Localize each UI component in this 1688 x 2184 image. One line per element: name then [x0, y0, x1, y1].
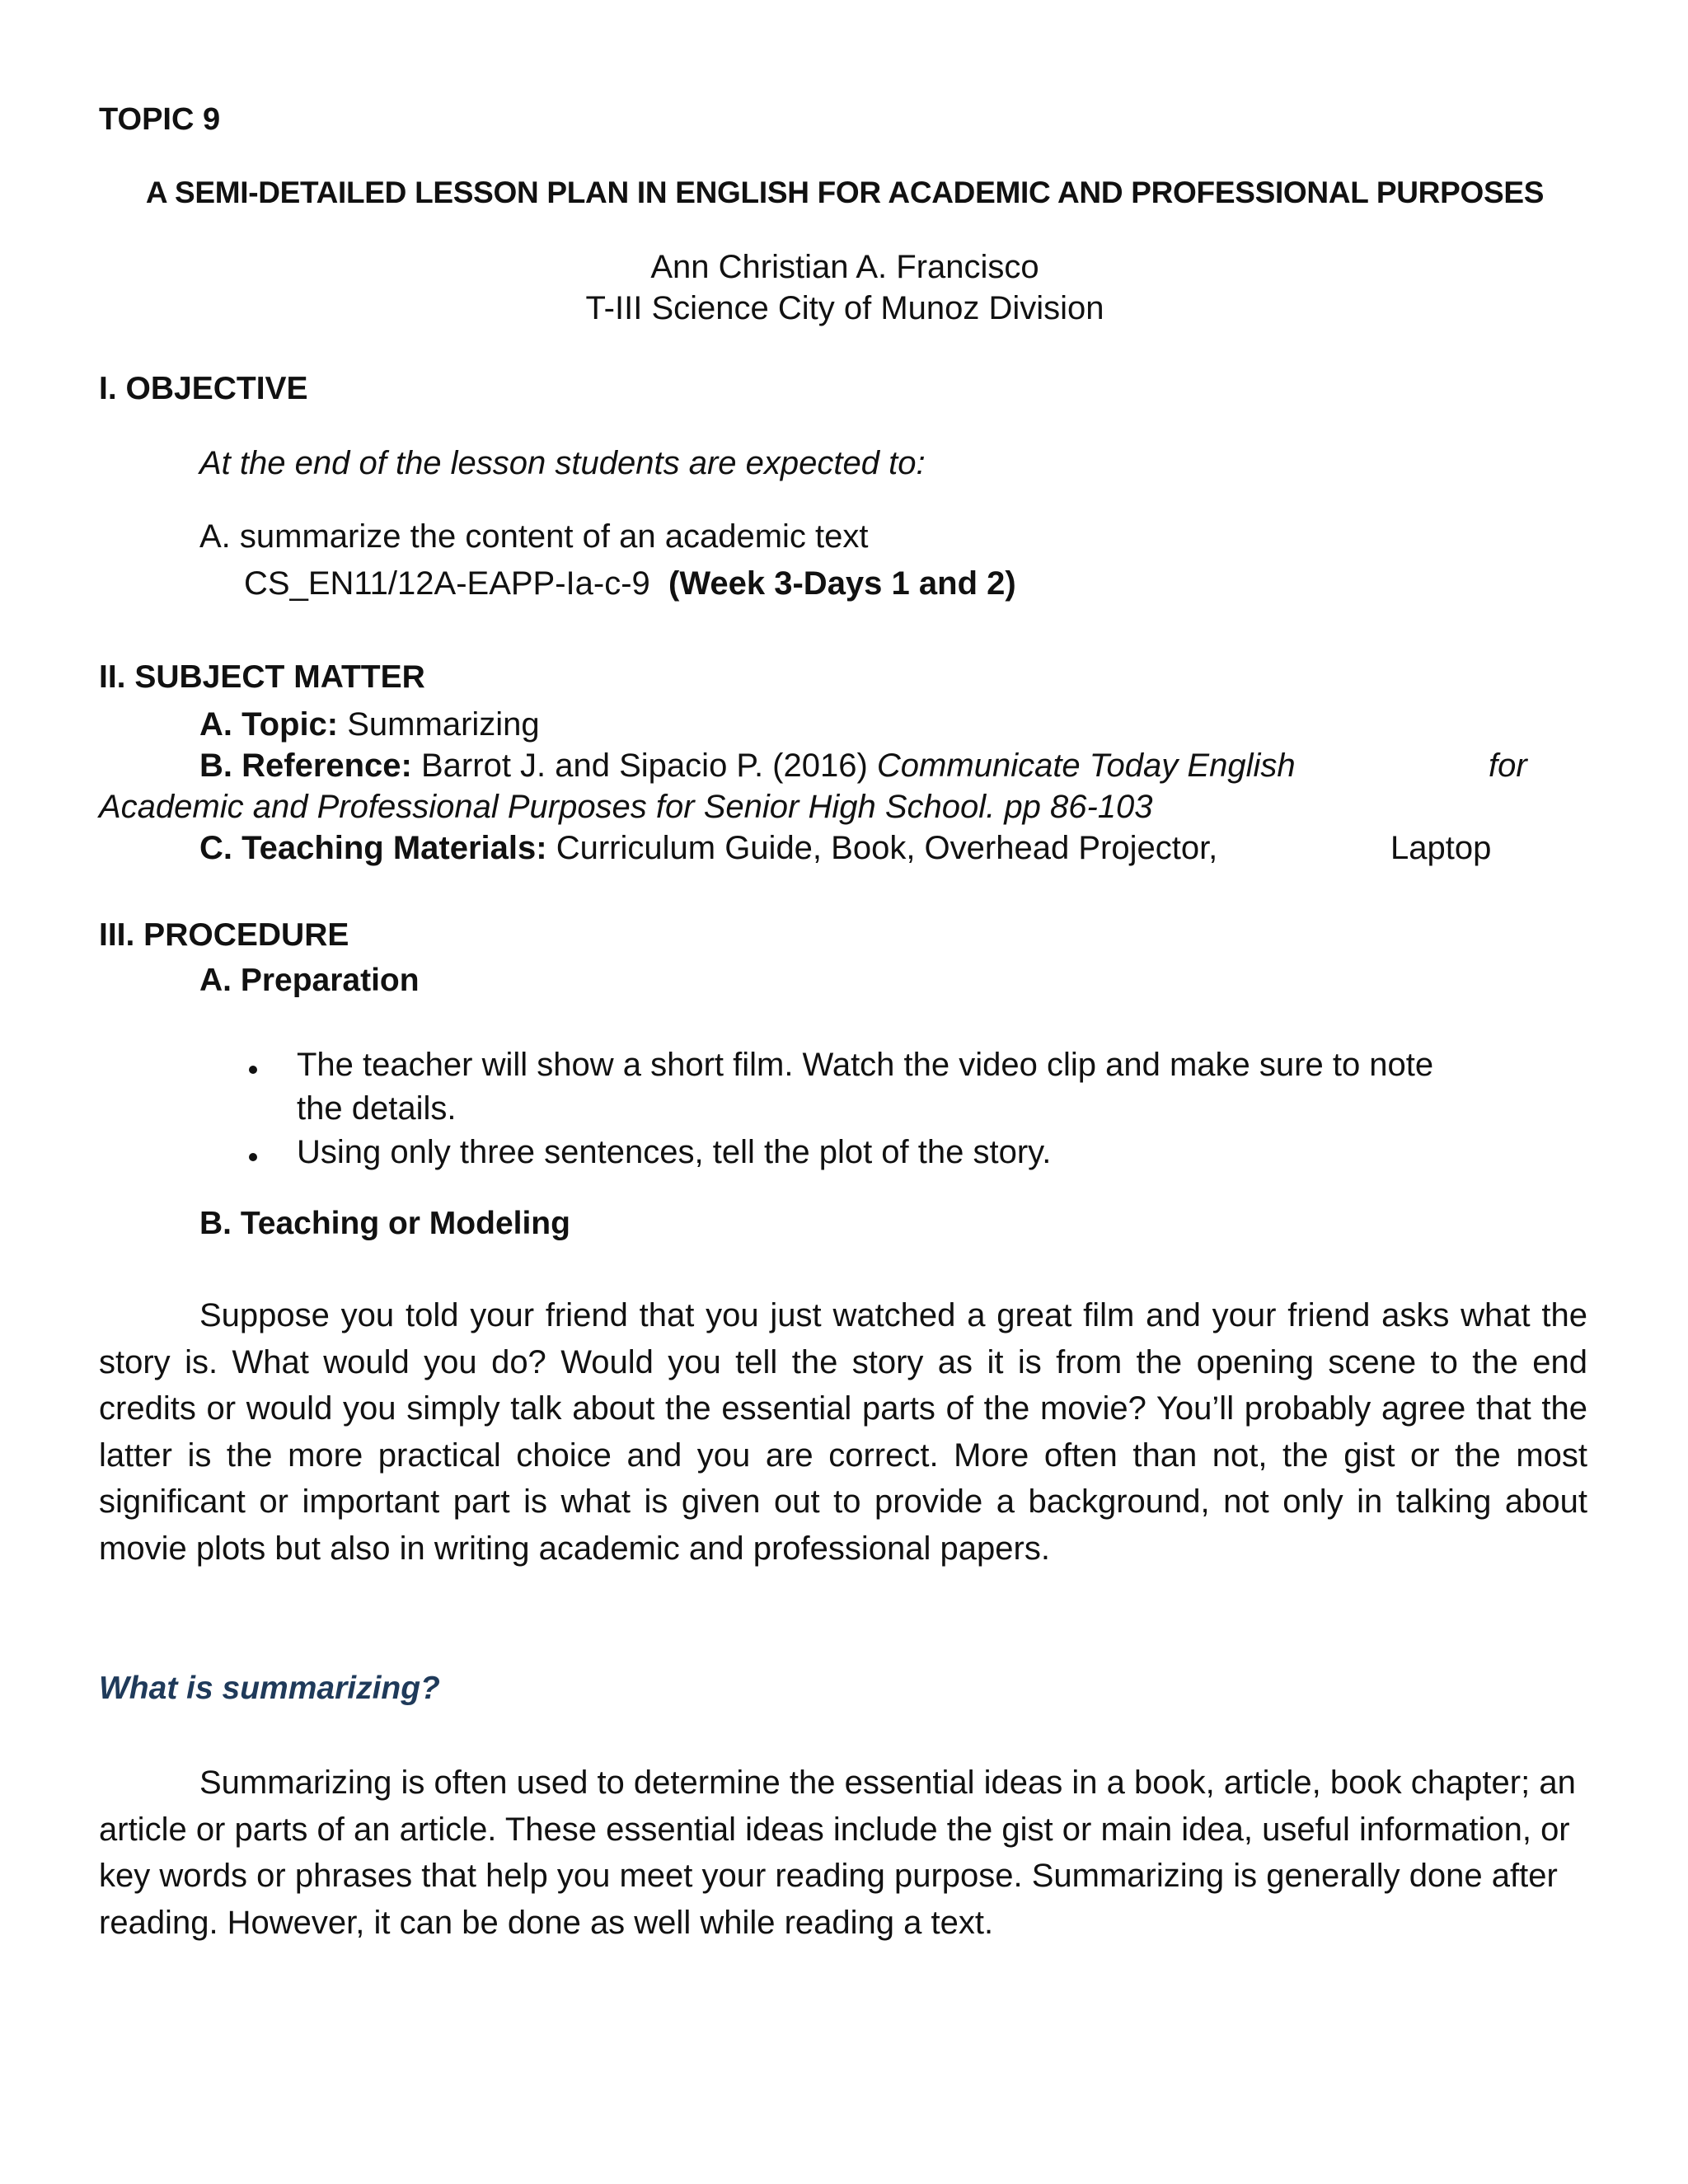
subject-matter-heading: II. SUBJECT MATTER — [99, 659, 425, 695]
topic-label: TOPIC 9 — [99, 102, 221, 137]
topic-field-value: Summarizing — [347, 706, 540, 743]
author-affiliation: T-III Science City of Munoz Division — [585, 290, 1104, 326]
reference-title-part1: Communicate Today English — [876, 748, 1296, 784]
bullet-icon — [249, 1153, 257, 1161]
materials-field-last: Laptop — [1390, 830, 1492, 866]
preparation-bullet-1-cont: the details. — [297, 1090, 457, 1127]
reference-authors: Barrot J. and Sipacio P. (2016) — [421, 748, 868, 784]
competency-schedule: (Week 3-Days 1 and 2) — [668, 565, 1016, 602]
summarizing-paragraph: Summarizing is often used to determine the essential ideas in a book, article, book chapter; an article or parts of an article. These essential ideas include the gist or main idea, useful information, or key words or phrases that help you meet your reading purpose. Summarizing is generally done after reading. However, it can be done as well while reading a text. — [99, 1765, 1576, 1941]
reference-title-for: for — [1489, 748, 1527, 784]
bullet-icon — [249, 1066, 257, 1074]
competency-line — [244, 565, 1016, 602]
document-title: A SEMI-DETAILED LESSON PLAN IN ENGLISH FOR ACADEMIC AND PROFESSIONAL PURPOSES — [145, 176, 1545, 209]
objective-intro: At the end of the lesson students are expected to: — [199, 445, 926, 481]
subject-topic-line — [199, 706, 540, 743]
modeling-paragraph: Suppose you told your friend that you just watched a great film and your friend asks what the story is. What would you do? Would you tell the story as it is from the opening scene to the end credits or would you simply talk about the essential parts of the movie? You’ll probably agree that the latter is the more practical choice and you are correct. More often than not, the gist or the most significant or important part is what is given out to provide a background, not only in talking about movie plots but also in writing academic and professional papers. — [99, 1297, 1587, 1567]
materials-field-label: C. Teaching Materials: — [199, 830, 547, 866]
materials-line — [199, 830, 1217, 867]
competency-code: CS_EN11/12A-EAPP-Ia-c-9 — [244, 565, 650, 602]
topic-field-label: A. Topic: — [199, 706, 339, 743]
preparation-bullet-1: The teacher will show a short film. Watch the video clip and make sure to note — [297, 1047, 1434, 1083]
reference-field-label: B. Reference: — [199, 748, 412, 784]
objective-heading: I. OBJECTIVE — [99, 371, 308, 406]
author-name: Ann Christian A. Francisco — [650, 249, 1039, 285]
modeling-heading: B. Teaching or Modeling — [199, 1206, 570, 1241]
preparation-bullet-2: Using only three sentences, tell the plot of the story. — [297, 1134, 1052, 1170]
reference-line — [199, 748, 1296, 785]
reference-title-part2: Academic and Professional Purposes for Senior High School. pp 86-103 — [99, 789, 1153, 825]
procedure-heading: III. PROCEDURE — [99, 917, 349, 953]
materials-field-value: Curriculum Guide, Book, Overhead Projector, — [556, 830, 1218, 866]
preparation-heading: A. Preparation — [199, 963, 420, 998]
summarizing-question: What is summarizing? — [99, 1671, 440, 1706]
objective-item-a: A. summarize the content of an academic text — [199, 518, 869, 555]
